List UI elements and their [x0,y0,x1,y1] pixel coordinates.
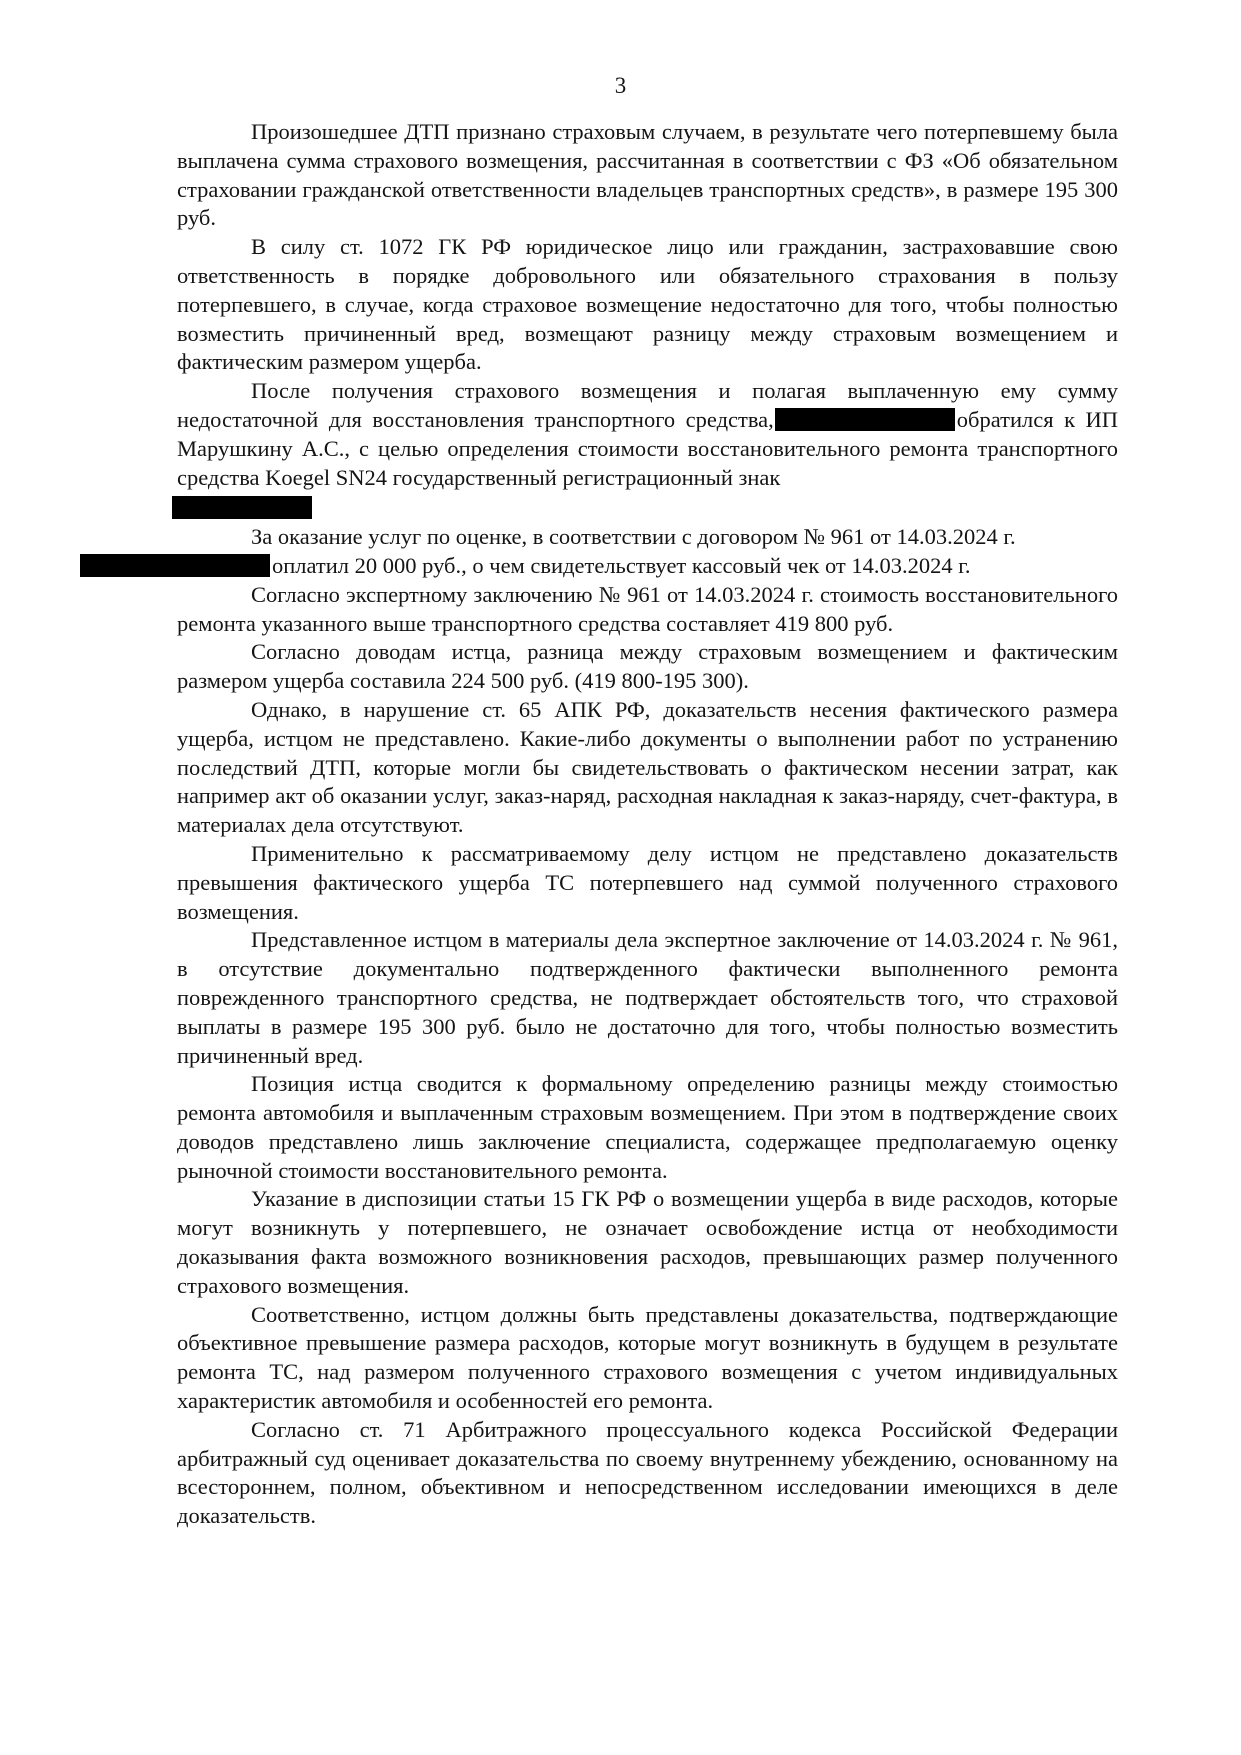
paragraph-article-65: Однако, в нарушение ст. 65 АПК РФ, доказательств несения фактического размера ущерба, истцом не представлено. Какие-либо документы о выполнении работ по устранению последствий ДТП, которые могли бы свидетельствовать о фактическом несении затрат, как например акт об оказании услуг, заказ-наряд, расходная накладная к заказ-наряду, счет-фактура, в материалах дела отсутствуют. [177,696,1118,838]
redaction-block-plate [172,496,312,519]
page-number: 3 [614,73,627,98]
paragraph-article-71: Согласно ст. 71 Арбитражного процессуального кодекса Российской Федерации арбитражный суд оценивает доказательства по своему внутреннему убеждению, основанному на всестороннем, полном, объективном и непосредственном исследовании имеющихся в деле доказательств. [177,1416,1118,1529]
paragraph-expert-conclusion: Согласно экспертному заключению № 961 от 14.03.2024 г. стоимость восстановительного ремонта указанного выше транспортного средства составляет 419 800 руб. [177,581,1118,636]
paragraph-expert-report: Представленное истцом в материалы дела экспертное заключение от 14.03.2024 г. № 961, в отсутствие документально подтвержденного фактически выполненного ремонта поврежденного транспортного средства, не подтверждает обстоятельств того, что страховой выплаты в размере 195 300 руб. было не достаточно для того, чтобы полностью возместить причиненный вред. [177,927,1118,1068]
paragraph-payment-part-a: За оказание услуг по оценке, в соответствии с договором № 961 от 14.03.2024 г. [251,524,1016,550]
paragraph-evidence-required: Соответственно, истцом должны быть представлены доказательства, подтверждающие объективное превышение размера расходов, которые могут возникнуть в будущем в результате ремонта ТС, над размером полученного страхового возмещения с учетом индивидуальных характеристик автомобиля и особенностей его ремонта. [177,1301,1118,1414]
document-body [177,118,1118,1531]
paragraph-article-1072: В силу ст. 1072 ГК РФ юридическое лицо или гражданин, застраховавшие свою ответственность в порядке добровольного или обязательного страхования в пользу потерпевшего, в случае, когда страховое возмещение недостаточно для того, чтобы полностью возместить причиненный вред, возмещают разницу между страховым возмещением и фактическим размером ущерба. [177,234,1118,375]
paragraph-insured-event: Произошедшее ДТП признано страховым случаем, в результате чего потерпевшему была выплачена сумма страхового возмещения, рассчитанная в соответствии с ФЗ «Об обязательном страховании гражданской ответственности владельцев транспортных средств», в размере 195 300 руб. [177,119,1118,231]
redaction-line [172,494,1118,523]
paragraph-appraisal-request-part-a: После получения страхового возмещения и полагая выплаченную ему сумму недостаточной для восстановления транспортного средства, [177,378,1118,432]
paragraph-appraisal-request [177,377,1118,492]
paragraph-payment-part-b: оплатил 20 000 руб., о чем свидетельствует кассовый чек от 14.03.2024 г. [272,552,971,578]
paragraph-appraisal-request-part-b: обратился к ИП Марушкину А.С., с целью определения стоимости восстановительного ремонта транспортного средства Koegel SN24 государственный регистрационный знак [177,406,1119,490]
paragraph-plaintiff-arguments: Согласно доводам истца, разница между страховым возмещением и фактическим размером ущерба составила 224 500 руб. (419 800-195 300). [177,639,1118,694]
paragraph-article-15: Указание в диспозиции статьи 15 ГК РФ о возмещении ущерба в виде расходов, которые могут возникнуть у потерпевшего, не означает освобождение истца от необходимости доказывания факта возможного возникновения расходов, превышающих размер полученного страхового возмещения. [177,1186,1118,1298]
paragraph-plaintiff-position: Позиция истца сводится к формальному определению разницы между стоимостью ремонта автомобиля и выплаченным страховым возмещением. При этом в подтверждение своих доводов представлено лишь заключение специалиста, содержащее предполагаемую оценку рыночной стоимости восстановительного ремонта. [177,1071,1118,1183]
redaction-block [775,408,955,431]
paragraph-no-evidence: Применительно к рассматриваемому делу истцом не представлено доказательств превышения фактического ущерба ТС потерпевшего над суммой полученного страхового возмещения. [177,840,1118,924]
paragraph-payment [177,523,1118,581]
redaction-block-payer [80,554,270,577]
